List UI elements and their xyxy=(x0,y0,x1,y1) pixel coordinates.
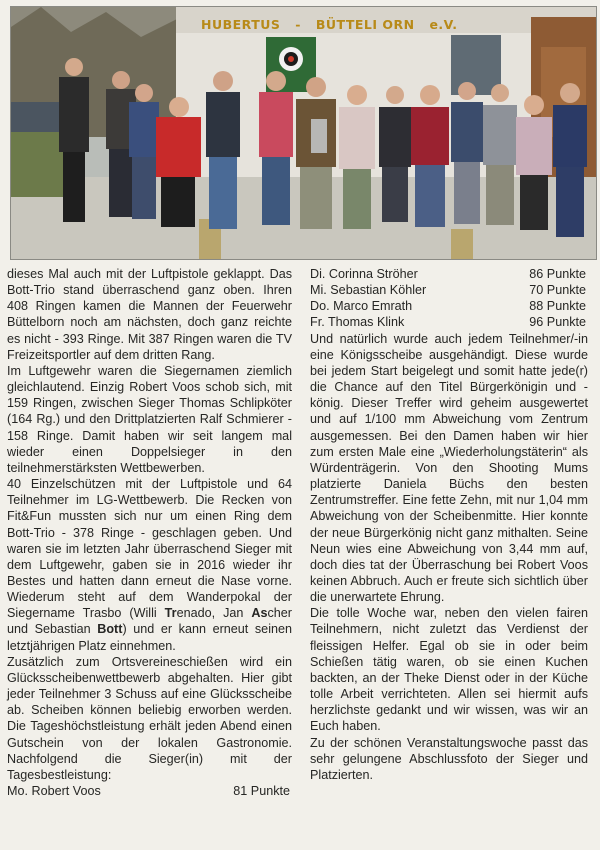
result-row-monday xyxy=(7,783,292,799)
result-points: 70 Punkte xyxy=(529,283,586,298)
sign-word-buettelborn: BÜTTELI ORN xyxy=(315,17,415,32)
sign-word-hubertus: HUBERTUS xyxy=(201,17,281,32)
result-name: Mi. Sebastian Köhler xyxy=(310,283,427,298)
sign-dash: - xyxy=(295,17,301,32)
result-points: 86 Punkte xyxy=(529,267,586,281)
result-row xyxy=(310,298,588,314)
paragraph-king-target: Und natürlich wurde auch jedem Teilnehmer/-in eine Königsscheibe ausgehändigt. Diese wurde bei jedem Start beigelegt und somit hatte jede(r) die Chance auf den Titel Bürgerkönigin und -könig. Dieser Treffer wird geheim ausgewertet und auf 1/100 mm Abweichung vom Zentrum ausgemessen. Bei den Damen haben wir hier zum ersten Male eine „Wiederholungstäterin“ als Würdenträgerin. Von den Shooting Mums platzierte Daniela Büchs den besten Zentrumstreffer. Eine fette Zehn, mit nur 1,04 mm Abweichung von der Scheibenmitte. Hier konnte der neue Bürgerkönig nicht ganz mithalten. Seine Neun wies eine Abweichung von 3,44 mm auf, doch dies tat der Überraschung bei Robert Voos keinen Abbruch. Auch er freute sich sichtlich über die unerwartete Ehrung. xyxy=(310,331,588,605)
paragraph-team-results xyxy=(7,476,292,654)
team-text-a: 40 Einzelschützen mit der Luftpistole und 64 Teilnehmer im LG-Wettbewerb. Die Recken von Fit&Fun mussten sich nur um einen Ring dem Bott-Trio - 378 Ringe - geschlagen geben. Und waren sie im letzten Jahr überraschend Sieger mit dem Luftgewehr, gaben sie in 2016 wieder ihr Bestes und hatten dann erneut die Nase vorne. Wiederum steht auf dem Wanderpokal der Siegername Trasbo (Willi xyxy=(7,477,292,621)
paragraph-thanks-helpers: Die tolle Woche war, neben den vielen fairen Teilnehmern, nicht zuletzt das Verdienst der fleissigen Helfer. Egal ob sie in oder beim Schießen tätig waren, ob sie einen Kuchen backten, an der Theke Dienst oder in der Küche tolle Arbeit verrichteten. Allen sei hiermit aufs herzlichste gedankt und wir wissen, was wir an Euch haben. xyxy=(310,606,588,734)
result-row xyxy=(310,314,588,330)
team-text-d: ) und er kann erneut seinen letztjährigen Platz einnehmen. xyxy=(7,622,293,653)
article-column-right xyxy=(310,266,588,783)
team-text-b: enado, Jan xyxy=(176,606,252,621)
result-points: 96 Punkte xyxy=(529,315,586,330)
paragraph-lucky-target: Zusätzlich zum Ortsvereineschießen wird ein Glücksscheibenwettbewerb abgehalten. Hier gibt jeder Teilnehmer 3 Schuss auf eine Glücksscheibe ab. Scheiben können beliebig erworben werden. Die Tageshöchstleistung erhält jeden Abend einen Gutschein von der lokalen Gastronomie. Nachfolgend die Sieger(in) mit der Tagesbestleistung: xyxy=(7,654,292,782)
result-name: Fr. Thomas Klink xyxy=(310,315,405,330)
sign-word-ev: e.V. xyxy=(429,17,458,32)
result-points: 88 Punkte xyxy=(529,299,586,314)
result-name: Do. Marco Emrath xyxy=(310,299,413,314)
article-column-left xyxy=(7,266,292,799)
group-photo xyxy=(10,6,597,260)
team-text-bold-as: As xyxy=(251,606,268,621)
clubhouse-sign xyxy=(201,17,551,32)
result-name: Mo. Robert Voos xyxy=(7,784,101,798)
result-points: 81 Punkte xyxy=(233,784,290,798)
team-text-c: cher und Sebastian xyxy=(7,606,292,637)
result-row xyxy=(310,282,588,298)
group-photo-illustration xyxy=(11,7,596,259)
paragraph-rifle-results: Im Luftgewehr waren die Siegernamen ziemlich gleichlautend. Einzig Robert Voos schob sich, mit 159 Ringen, zwischen Sieger Thomas Schlipköter (164 Rg.) und den Drittplatzierten Ralf Schmierer - 158 Ringe. Damit haben wir seit langem mal wieder einen Doppelsieger in den teilnehmerstärksten Wettbewerben. xyxy=(7,363,292,475)
team-text-bold-bo: Bo xyxy=(97,622,115,637)
paragraph-pistol-results: dieses Mal auch mit der Luftpistole geklappt. Das Bott-Trio stand überraschend ganz oben. Ihren 408 Ringen kamen die Mannen der Feuerwehr Büttelborn noch am nächsten, doch ganz reichte es nicht - 393 Ringe. Mit 387 Ringen waren die TV Freizeitsportler auf dem dritten Rang. xyxy=(7,267,292,362)
result-row xyxy=(310,266,588,282)
paragraph-closing-photo: Zu der schönen Veranstaltungswoche passt das sehr gelungene Abschlussfoto der Sieger und Platzierten. xyxy=(310,735,588,782)
team-text-bold-tr: Tr xyxy=(164,606,177,621)
result-name: Di. Corinna Ströher xyxy=(310,267,418,281)
team-text-bold-tt: tt xyxy=(114,622,123,637)
